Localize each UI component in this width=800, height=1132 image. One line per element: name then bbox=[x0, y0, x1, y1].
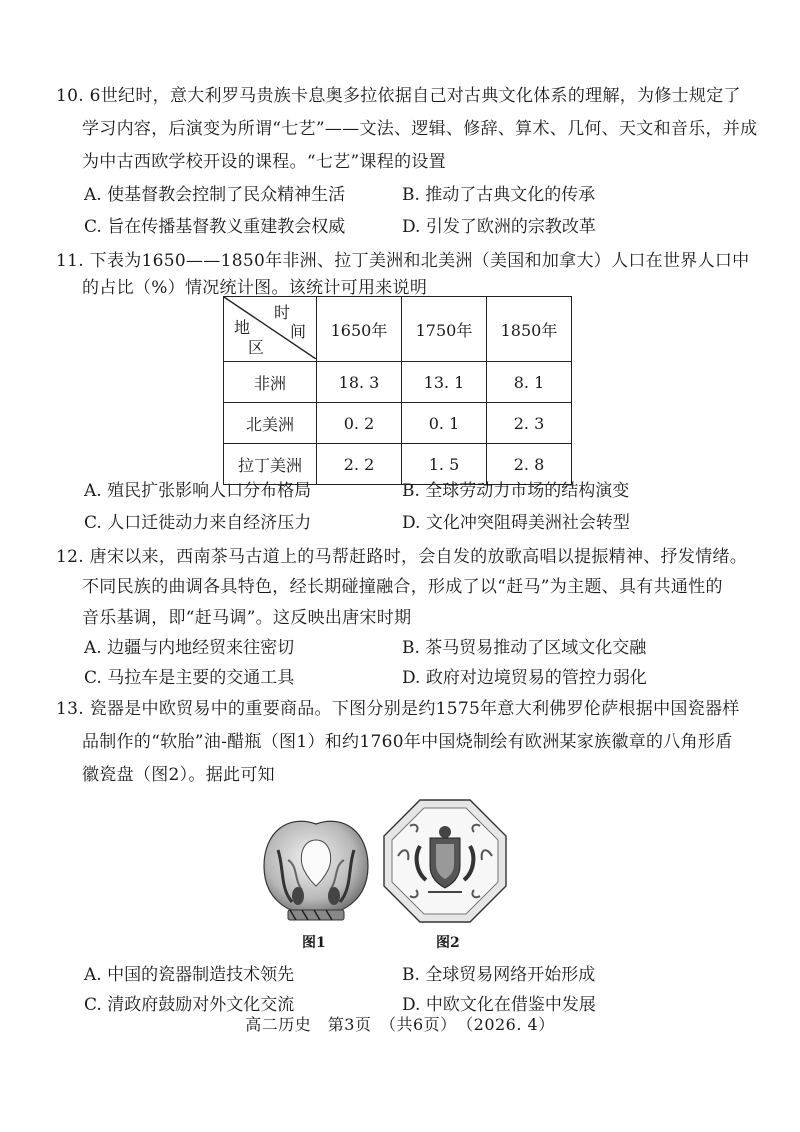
table-cell: 13. 1 bbox=[402, 362, 487, 403]
q13-option-c[interactable]: C. 清政府鼓励对外文化交流 bbox=[84, 995, 295, 1015]
q10-option-b[interactable]: B. 推动了古典文化的传承 bbox=[402, 185, 596, 205]
row-region-africa: 非洲 bbox=[224, 362, 317, 403]
octagonal-armorial-plate-icon bbox=[380, 796, 510, 930]
q10-stem-line-1: 10. 6世纪时，意大利罗马贵族卡息奥多拉依据自己对古典文化体系的理解，为修士规定了 bbox=[56, 86, 741, 106]
q11-option-c[interactable]: C. 人口迁徙动力来自经济压力 bbox=[84, 513, 312, 533]
column-header-1850: 1850年 bbox=[487, 297, 572, 362]
table-cell: 0. 2 bbox=[317, 403, 402, 444]
population-share-table bbox=[223, 296, 572, 485]
row-region-latin-america: 拉丁美洲 bbox=[224, 444, 317, 485]
table-cell: 18. 3 bbox=[317, 362, 402, 403]
q11-option-b[interactable]: B. 全球劳动力市场的结构演变 bbox=[402, 481, 630, 501]
figure-1-caption: 图1 bbox=[302, 935, 326, 951]
q13-option-a[interactable]: A. 中国的瓷器制造技术领先 bbox=[84, 965, 295, 985]
q12-option-a[interactable]: A. 边疆与内地经贸来往密切 bbox=[84, 638, 295, 658]
q13-stem-line-1: 13. 瓷器是中欧贸易中的重要商品。下图分别是约1575年意大利佛罗伦萨根据中国瓷器样 bbox=[56, 699, 740, 719]
q10-option-c[interactable]: C. 旨在传播基督教义重建教会权威 bbox=[84, 217, 346, 237]
q11-option-a[interactable]: A. 殖民扩张影响人口分布格局 bbox=[84, 481, 312, 501]
table-cell: 1. 5 bbox=[402, 444, 487, 485]
header-time-char-1: 时 bbox=[274, 303, 291, 322]
row-region-north-america: 北美洲 bbox=[224, 403, 317, 444]
table-cell: 8. 1 bbox=[487, 362, 572, 403]
q12-option-d[interactable]: D. 政府对边境贸易的管控力弱化 bbox=[402, 668, 647, 688]
q12-stem-line-3: 音乐基调，即“赶马调”。这反映出唐宋时期 bbox=[82, 608, 412, 628]
table-corner-header bbox=[224, 297, 317, 362]
table-row bbox=[224, 403, 572, 444]
page-footer: 高二历史 第3页 （共6页） （2026. 4） bbox=[245, 1015, 555, 1034]
table-cell: 2. 2 bbox=[317, 444, 402, 485]
q12-stem-line-1: 12. 唐宋以来，西南茶马古道上的马帮赶路时，会自发的放歌高唱以提振精神、抒发情绪。 bbox=[56, 547, 748, 567]
q13-option-b[interactable]: B. 全球贸易网络开始形成 bbox=[402, 965, 596, 985]
q11-option-d[interactable]: D. 文化冲突阻碍美洲社会转型 bbox=[402, 513, 630, 533]
q10-stem-line-3: 为中古西欧学校开设的课程。“七艺”课程的设置 bbox=[82, 152, 446, 172]
q10-option-a[interactable]: A. 使基督教会控制了民众精神生活 bbox=[84, 185, 346, 205]
header-region-char-1: 地 bbox=[234, 318, 251, 337]
oil-vinegar-bottle-icon bbox=[258, 810, 374, 929]
table-cell: 2. 3 bbox=[487, 403, 572, 444]
q13-stem-line-2: 品制作的“软胎”油-醋瓶（图1）和约1760年中国烧制绘有欧洲某家族徽章的八角形盾 bbox=[82, 732, 733, 752]
table-cell: 0. 1 bbox=[402, 403, 487, 444]
q11-stem-line-1: 11. 下表为1650——1850年非洲、拉丁美洲和北美洲（美国和加拿大）人口在世界人口中 bbox=[56, 251, 750, 271]
column-header-1750: 1750年 bbox=[402, 297, 487, 362]
q11-stem-line-2: 的占比（%）情况统计图。该统计可用来说明 bbox=[82, 278, 428, 298]
table-cell: 2. 8 bbox=[487, 444, 572, 485]
figure-2-caption: 图2 bbox=[436, 935, 460, 951]
column-header-1650: 1650年 bbox=[317, 297, 402, 362]
q10-stem-line-2: 学习内容，后演变为所谓“七艺”——文法、逻辑、修辞、算术、几何、天文和音乐，并成 bbox=[82, 119, 758, 139]
header-time-char-2: 间 bbox=[290, 322, 307, 341]
table-row bbox=[224, 362, 572, 403]
q13-option-d[interactable]: D. 中欧文化在借鉴中发展 bbox=[402, 995, 596, 1015]
q12-option-b[interactable]: B. 茶马贸易推动了区域文化交融 bbox=[402, 638, 647, 658]
header-region-char-2: 区 bbox=[248, 338, 265, 357]
q12-stem-line-2: 不同民族的曲调各具特色，经长期碰撞融合，形成了以“赶马”为主题、具有共通性的 bbox=[82, 577, 723, 597]
q12-option-c[interactable]: C. 马拉车是主要的交通工具 bbox=[84, 668, 295, 688]
q10-option-d[interactable]: D. 引发了欧洲的宗教改革 bbox=[402, 217, 596, 237]
q13-stem-line-3: 徽瓷盘（图2）。据此可知 bbox=[82, 765, 275, 785]
